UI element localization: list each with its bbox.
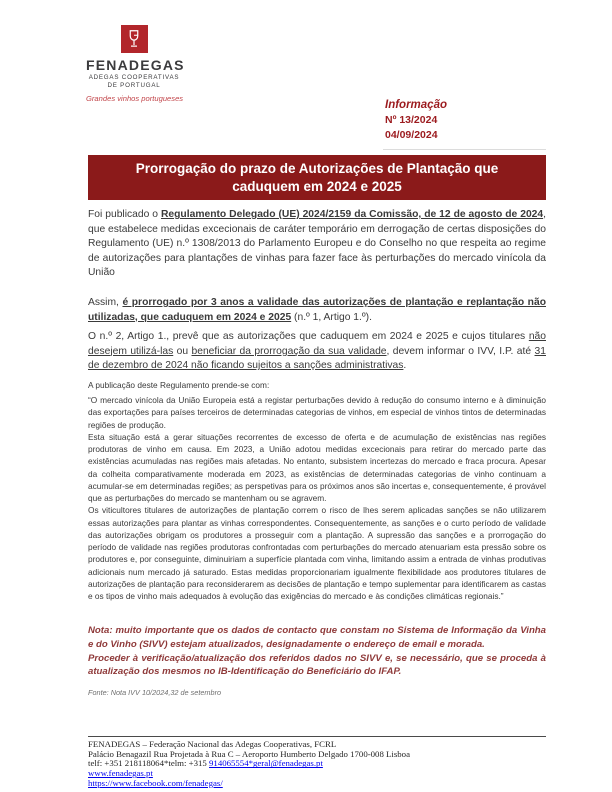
body-paragraph-1: Foi publicado o Regulamento Delegado (UE) 2024/2159 da Comissão, de 12 de agosto de 2024, que estabelece medidas excecionais de caráter temporário em derrogação de certas disposições do Regulamento (UE) n.º 1308/2013 do Parlamento Europeu e do Conselho no que respeita ao regime de autorizações para plantações de vinhas para fazer face às perturbações do mercado vinícola da União xyxy=(88,209,546,279)
logo-red-square xyxy=(121,25,148,53)
body-paragraph-2: Assim, é prorrogado por 3 anos a validade das autorizações de plantação e replantação não utilizadas, que caduquem em 2024 e 2025 (n.º 1, Artigo 1.º). xyxy=(88,297,546,323)
info-block xyxy=(385,98,447,143)
quote-paragraph-1: “O mercado vinícola da União Europeia está a registar perturbações devido à redução do consumo interno e à diminuição das exportações para países terceiros de determinadas categorias de vinhos, em especial de vinhos tintos de determinadas regiões de produção. xyxy=(88,395,546,430)
footer-address-line: Palácio Benagazil Rua Projetada à Rua C – Aeroporto Humberto Delgado 1700-008 Lisboa xyxy=(88,748,410,759)
website-link[interactable]: www.fenadegas.pt xyxy=(88,768,153,779)
footer-phone-prefix: telf: +351 218118064*telm: +315 xyxy=(88,758,210,769)
footer xyxy=(88,736,546,789)
facebook-link[interactable]: https://www.facebook.com/fenadegas/ xyxy=(88,777,223,788)
logo-tagline: Grandes vinhos portugueses xyxy=(86,94,184,103)
note-line-2: Proceder à verificação/atualização dos referidos dados no SIVV e, se necessário, que se proceda à atualização dos mesmos no IB-Identificação do Beneficiário do IFAP. xyxy=(88,652,546,678)
footer-org-line: FENADEGAS – Federação Nacional das Adegas Cooperativas, FCRL xyxy=(88,739,337,749)
brand-name: FENADEGAS xyxy=(86,57,185,73)
regulation-quote xyxy=(88,394,546,602)
footer-phone-line xyxy=(88,759,546,769)
fenadegas-logo xyxy=(86,25,185,103)
note-block xyxy=(88,624,546,679)
quote-paragraph-3: Os viticultores titulares de autorizações de plantação correm o risco de lhes serem aplicadas sanções se não utilizarem essas autorizações para plantar as vinhas correspondentes. Consequentemente, as sanções e o curto período de validade das autorizações obrigam os produtores a prosseguir com a plantação. A supressão das sanções e a prorrogação do período de validade nas regiões produtoras confrontadas com perturbações do mercado atenuariam esta pressão sobre os produtores e, por conseguinte, diminuiriam a superfície plantada com vinha, limitando assim a entrada de vinhas produtivas adicionais num mercado já saturado. Estas medidas proporcionariam igualmente flexibilidade aos produtores titulares de autorizações de plantação para reconsiderarem as decisões de plantação e tempo suplementar para identificarem as castas e os tipos de vinho mais adequados à evolução das exigências do mercado e às condições climáticas regionais.” xyxy=(88,505,546,601)
title-banner: Prorrogação do prazo de Autorizações de Plantação que caduquem em 2024 e 2025 xyxy=(88,155,546,200)
note-line-1: Nota: muito importante que os dados de contacto que constam no Sistema de Informação da Vinha e do Vinho (SIVV) estejam atualizados, designadamente o endereço de email e morada. xyxy=(88,625,546,650)
logo-subtitle-2: DE PORTUGAL xyxy=(107,82,161,89)
info-number: Nº 13/2024 xyxy=(385,114,438,126)
info-divider xyxy=(383,149,546,150)
quote-intro: A publicação deste Regulamento prende-se com: xyxy=(88,380,270,390)
body-paragraph-3: O n.º 2, Artigo 1., prevê que as autorizações que caduquem em 2024 e 2025 e cujos titulares não desejem utilizá-las ou beneficiar da prorrogação da sua validade, devem informar o IVV, I.P. até 31 de dezembro de 2024 não ficando sujeitos a sanções administrativas. xyxy=(88,331,546,372)
info-date: 04/09/2024 xyxy=(385,129,438,141)
phone-email-link[interactable]: 914065554*geral@fenadegas.pt xyxy=(209,758,323,769)
wine-glass-icon xyxy=(125,29,143,49)
info-label: Informação xyxy=(385,99,447,111)
logo-subtitle-1: ADEGAS COOPERATIVAS xyxy=(88,74,180,81)
source-note: Fonte: Nota IVV 10/2024,32 de setembro xyxy=(88,688,222,697)
quote-paragraph-2: Esta situação está a gerar situações recorrentes de excesso de oferta e de acumulação de existências nas regiões produtoras de vinho em causa. Em 2023, a União adotou medidas excecionais para retirar do mercado parte das existências acumuladas nas regiões mais afetadas. No entanto, subsistem incertezas do mercado e fraca procura. Apesar da colheita comparativamente moderada em 2023, as existências de determinadas categorias de vinho continuam a acumular-se em determinadas regiões; as perspetivas para os próximos anos são incertas e, consequentemente, é provável que as perturbações do mercado se mantenham ou se agravem. xyxy=(88,431,546,503)
